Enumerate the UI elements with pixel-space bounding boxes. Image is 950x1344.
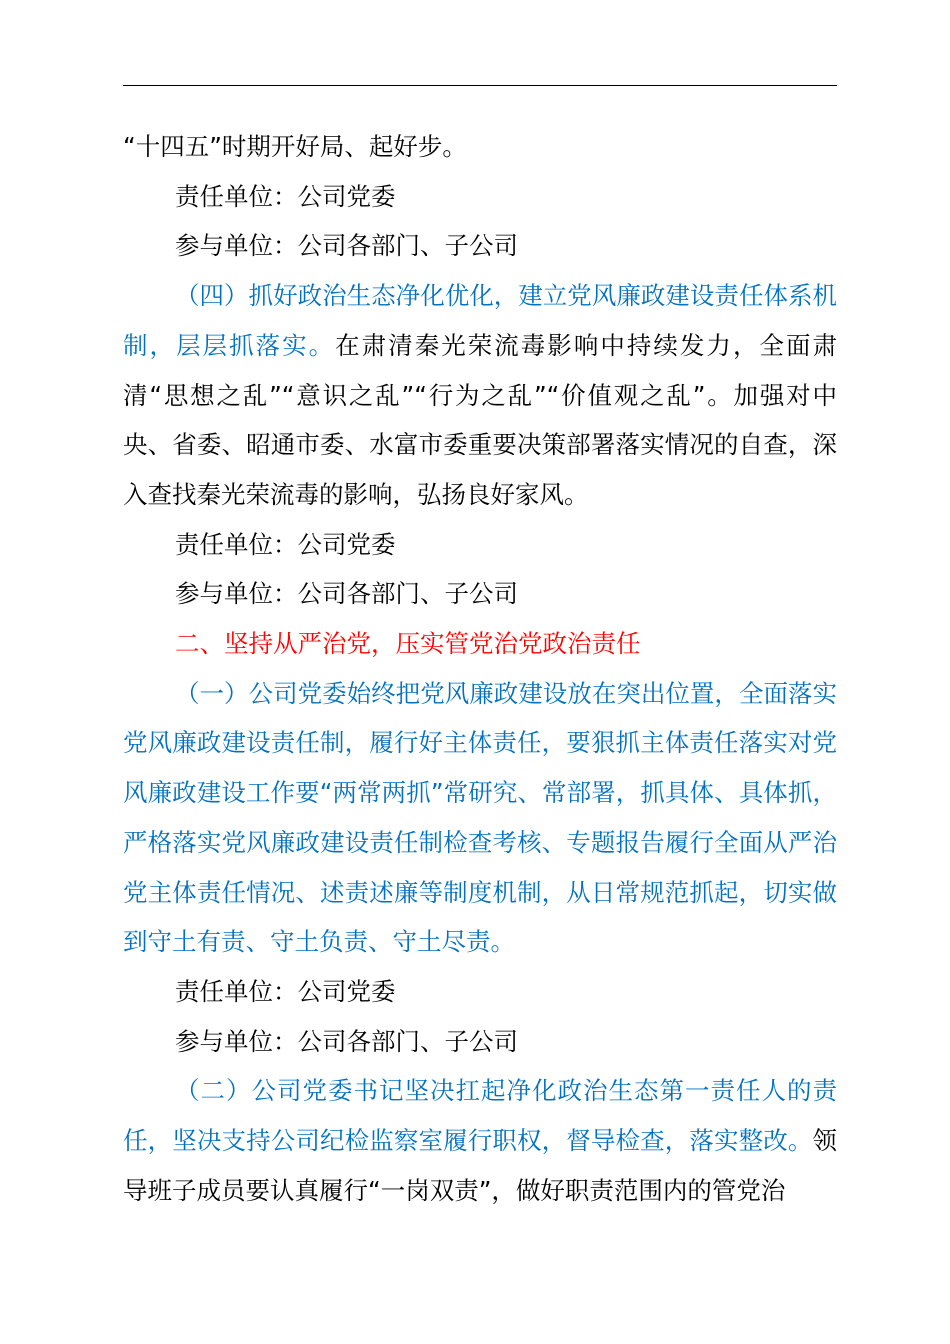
section-4-body: 在肃清秦光荣流毒影响中持续发力，全面肃清“思想之乱”“意识之乱”“行为之乱”“价值观之乱”。加强对中央、省委、昭通市委、水富市委重要决策部署落实情况的自查，深入查找秦光荣流毒的影响，弘扬良好家风。 xyxy=(123,330,838,509)
section-2-item-2-paragraph xyxy=(123,1066,837,1215)
section-2-item-2-heading: （二）公司党委书记坚决扛起净化政治生态第一责任人的责任，坚决支持公司纪检监察室履行职权，督导检查，落实整改。 xyxy=(123,1076,837,1156)
participating-unit-3: 参与单位：公司各部门、子公司 xyxy=(175,1026,518,1056)
participating-unit-1: 参与单位：公司各部门、子公司 xyxy=(175,231,518,261)
section-4-heading: （四）抓好政治生态净化优化，建立党风廉政建设责任体系机制，层层抓落实。 xyxy=(123,281,837,360)
header-rule xyxy=(123,85,837,86)
responsible-unit-3: 责任单位：公司党委 xyxy=(175,976,396,1006)
responsible-unit-1: 责任单位：公司党委 xyxy=(175,181,396,211)
section-2-item-1: （一）公司党委始终把党风廉政建设放在突出位置，全面落实党风廉政建设责任制，履行好主体责任，要狠抓主体责任落实对党风廉政建设工作要“两常两抓”常研究、常部署，抓具体、具体抓，严格落实党风廉政建设责任制检查考核、专题报告履行全面从严治党主体责任情况、述责述廉等制度机制，从日常规范抓起，切实做到守土有责、守土负责、守土尽责。 xyxy=(123,678,837,957)
document-body xyxy=(123,122,837,1215)
responsible-unit-2: 责任单位：公司党委 xyxy=(175,529,396,559)
paragraph-continuation: “十四五”时期开好局、起好步。 xyxy=(123,132,467,161)
section-4-paragraph xyxy=(123,271,837,520)
section-2-heading: 二、坚持从严治党，压实管党治党政治责任 xyxy=(175,629,641,659)
participating-unit-2: 参与单位：公司各部门、子公司 xyxy=(175,579,518,609)
section-2-item-2-body: 领导班子成员要认真履行“一岗双责”，做好职责范围内的管党治 xyxy=(123,1126,837,1205)
